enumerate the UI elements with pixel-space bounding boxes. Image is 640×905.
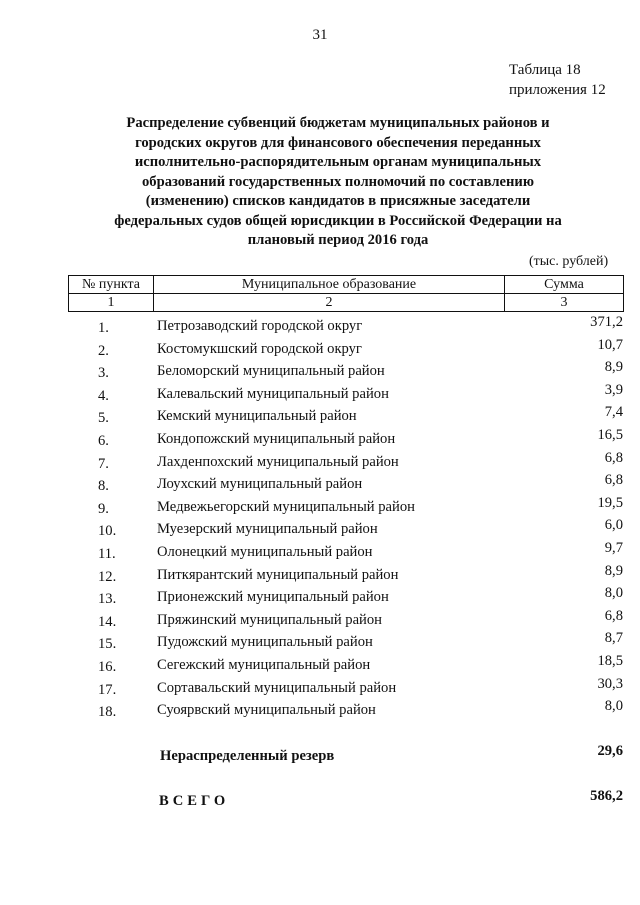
- row-number: 4.: [98, 387, 109, 404]
- table-body: [0, 314, 640, 721]
- row-number: 2.: [98, 342, 109, 359]
- row-number: 9.: [98, 500, 109, 517]
- row-municipality: Калевальский муниципальный район: [157, 385, 389, 402]
- row-number: 17.: [98, 681, 117, 698]
- table-row: [0, 517, 640, 540]
- row-municipality: Муезерский муниципальный район: [157, 521, 378, 538]
- row-municipality: Кемский муниципальный район: [157, 408, 357, 425]
- row-number: 1.: [98, 320, 109, 336]
- row-number: 14.: [98, 613, 117, 630]
- row-municipality: Суоярвский муниципальный район: [157, 702, 376, 719]
- table-ref-line2: приложения 12: [509, 82, 606, 98]
- row-sum: 18,5: [597, 652, 623, 669]
- table-row: [0, 450, 640, 473]
- row-sum: 6,0: [604, 517, 623, 534]
- table-row: [0, 630, 640, 653]
- row-number: 13.: [98, 591, 117, 608]
- table-ref-line1: Таблица 18: [509, 62, 581, 78]
- column-number-1: 1: [69, 294, 154, 312]
- row-municipality: Питкярантский муниципальный район: [157, 566, 399, 583]
- table-row: [0, 495, 640, 518]
- table-row: [0, 359, 640, 382]
- units-label: (тыс. рублей): [529, 254, 609, 269]
- table-row: [0, 404, 640, 427]
- table-row: [0, 314, 640, 337]
- header-sum: Сумма: [505, 276, 624, 294]
- table-row: [0, 608, 640, 631]
- table-row: [0, 653, 640, 676]
- column-number-2: 2: [154, 294, 505, 312]
- reserve-label: Нераспределенный резерв: [160, 748, 335, 764]
- row-sum: 8,9: [604, 359, 623, 376]
- column-number-3: 3: [505, 294, 624, 312]
- row-municipality: Беломорский муниципальный район: [157, 363, 385, 380]
- row-sum: 8,7: [604, 630, 623, 647]
- row-sum: 30,3: [597, 675, 623, 692]
- table-row: [0, 676, 640, 699]
- row-sum: 6,8: [604, 449, 623, 466]
- row-number: 15.: [98, 636, 117, 653]
- row-municipality: Пудожский муниципальный район: [157, 634, 373, 651]
- row-number: 16.: [98, 658, 117, 675]
- row-municipality: Медвежьегорский муниципальный район: [157, 498, 415, 515]
- row-sum: 6,8: [604, 472, 623, 489]
- table-row: [0, 698, 640, 721]
- row-municipality: Кондопожский муниципальный район: [157, 430, 396, 447]
- total-label: ВСЕГО: [159, 793, 230, 809]
- row-municipality: Костомукшский городской округ: [157, 340, 362, 357]
- row-sum: 371,2: [590, 314, 623, 330]
- row-number: 18.: [98, 704, 117, 721]
- row-sum: 7,4: [604, 404, 623, 421]
- row-number: 3.: [98, 365, 109, 382]
- reserve-sum: 29,6: [597, 743, 623, 759]
- row-number: 11.: [98, 545, 116, 562]
- row-sum: 10,7: [597, 336, 623, 353]
- document-title: Распределение субвенций бюджетам муниципальных районов и городских округов для финансового обеспечения переданных исполнительно-распорядительным органам муниципальных образований государственных полномочий по составлению (изменению) списков кандидатов в присяжные заседатели федеральных судов общей юрисдикции в Российской Федерации на плановый период 2016 года: [114, 115, 562, 248]
- table-row: [0, 382, 640, 405]
- column-number-row: [69, 294, 624, 312]
- row-number: 8.: [98, 478, 109, 495]
- table-row: [0, 563, 640, 586]
- row-number: 12.: [98, 568, 117, 585]
- row-sum: 16,5: [597, 426, 623, 443]
- row-municipality: Сортавальский муниципальный район: [157, 679, 397, 696]
- row-municipality: Петрозаводский городской округ: [157, 318, 363, 334]
- table-row: [0, 585, 640, 608]
- header-row: [69, 276, 624, 294]
- row-number: 5.: [98, 410, 109, 427]
- row-municipality: Лоухский муниципальный район: [157, 476, 363, 493]
- page-number: 31: [312, 27, 328, 43]
- table-header: [68, 275, 624, 312]
- table-row: [0, 427, 640, 450]
- row-sum: 8,0: [604, 585, 623, 602]
- row-sum: 6,8: [604, 607, 623, 624]
- row-municipality: Прионежский муниципальный район: [157, 589, 389, 606]
- row-municipality: Олонецкий муниципальный район: [157, 543, 373, 560]
- row-sum: 19,5: [597, 494, 623, 511]
- table-row: [0, 337, 640, 360]
- table-row: [0, 472, 640, 495]
- row-sum: 8,9: [604, 562, 623, 579]
- total-sum: 586,2: [590, 788, 623, 804]
- table-row: [0, 540, 640, 563]
- row-municipality: Сегежский муниципальный район: [157, 656, 371, 673]
- row-number: 7.: [98, 455, 109, 472]
- table-reference: [509, 60, 606, 100]
- row-sum: 8,0: [604, 698, 623, 715]
- row-number: 10.: [98, 523, 117, 540]
- row-municipality: Пряжинский муниципальный район: [157, 611, 382, 628]
- row-sum: 9,7: [604, 539, 623, 556]
- row-number: 6.: [98, 432, 109, 449]
- header-num: № пункта: [69, 276, 154, 294]
- header-name: Муниципальное образование: [154, 276, 505, 294]
- row-sum: 3,9: [604, 381, 623, 398]
- row-municipality: Лахденпохский муниципальный район: [157, 453, 399, 470]
